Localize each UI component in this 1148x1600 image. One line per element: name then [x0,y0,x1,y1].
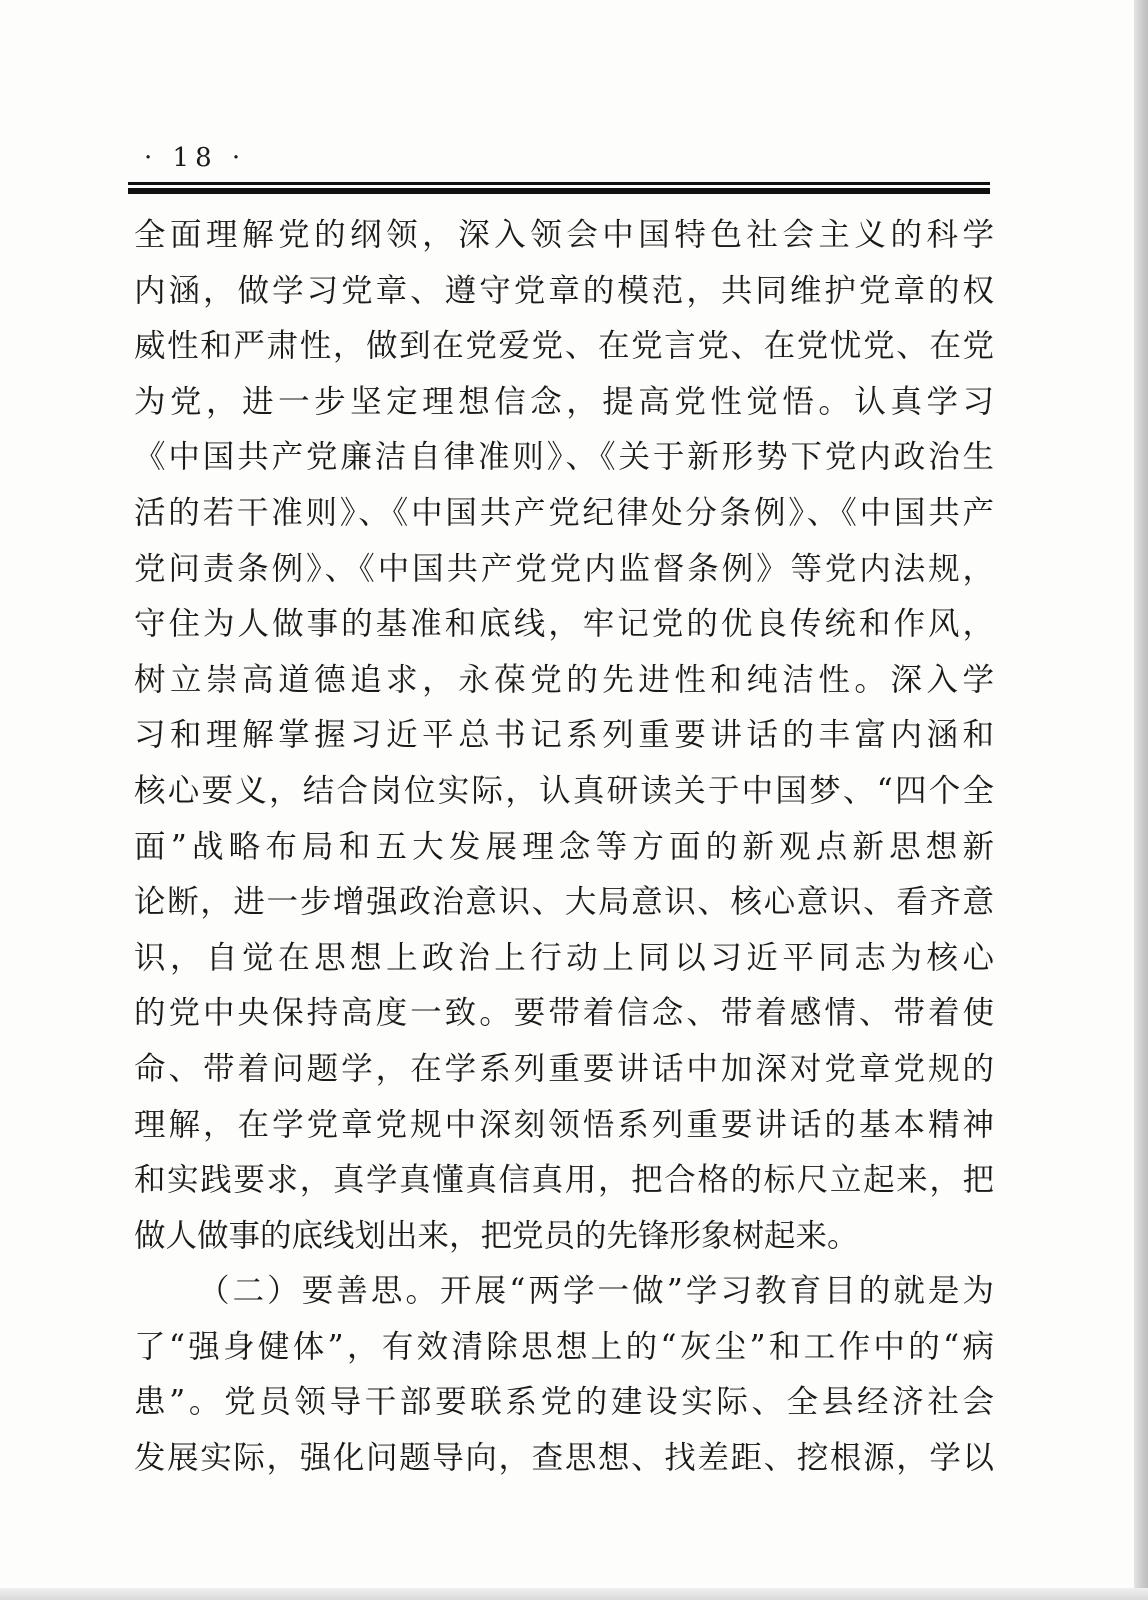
text-line: 树立崇高道德追求，永葆党的先进性和纯洁性。深入学 [134,661,994,698]
header-rule-thin [128,182,990,185]
text-line: 命、带着问题学，在学系列重要讲话中加深对党章党规的 [134,1050,994,1087]
text-line: 习和理解掌握习近平总书记系列重要讲话的丰富内涵和 [134,717,994,754]
scan-shadow-bottom [0,1588,1148,1600]
body-text [134,208,994,1487]
page-header [128,138,988,182]
text-line: 患”。党员领导干部要联系党的建设实际、全县经济社会 [134,1384,994,1421]
text-line: 全面理解党的纲领，深入领会中国特色社会主义的科学 [134,217,994,253]
text-line: （二）要善思。开展“两学一做”学习教育目的就是为 [198,1273,994,1310]
text-line: 理解，在学党章党规中深刻领悟系列重要讲话的基本精神 [134,1106,994,1143]
header-rule-thick [128,188,990,194]
text-line: 面”战略布局和五大发展理念等方面的新观点新思想新 [134,828,994,865]
text-line: 了“强身健体”，有效清除思想上的“灰尘”和工作中的“病 [134,1328,994,1365]
text-line: 发展实际，强化问题导向，查思想、找差距、挖根源，学以 [134,1440,994,1477]
text-line: 论断，进一步增强政治意识、大局意识、核心意识、看齐意 [134,884,994,921]
text-line: 和实践要求，真学真懂真信真用，把合格的标尺立起来，把 [134,1162,994,1199]
text-line: 威性和严肃性，做到在党爱党、在党言党、在党忧党、在党 [134,328,994,365]
text-line: 的党中央保持高度一致。要带着信念、带着感情、带着使 [134,995,994,1032]
text-line: 做人做事的底线划出来，把党员的先锋形象树起来。 [134,1217,859,1254]
text-line: 《中国共产党廉洁自律准则》、《关于新形势下党内政治生 [134,439,994,476]
text-line: 识，自觉在思想上政治上行动上同以习近平同志为核心 [134,939,994,976]
scan-shadow-right [1134,0,1148,1600]
text-line: 党问责条例》、《中国共产党党内监督条例》等党内法规， [134,550,994,587]
text-line: 内涵，做学习党章、遵守党章的模范，共同维护党章的权 [134,272,994,309]
text-line: 守住为人做事的基准和底线，牢记党的优良传统和作风， [134,606,994,643]
text-line: 活的若干准则》、《中国共产党纪律处分条例》、《中国共产 [134,494,994,531]
page-number: · 18 · [144,143,247,173]
text-line: 核心要义，结合岗位实际，认真研读关于中国梦、“四个全 [134,772,994,809]
text-line: 为党，进一步坚定理想信念，提高党性觉悟。认真学习 [134,383,994,420]
